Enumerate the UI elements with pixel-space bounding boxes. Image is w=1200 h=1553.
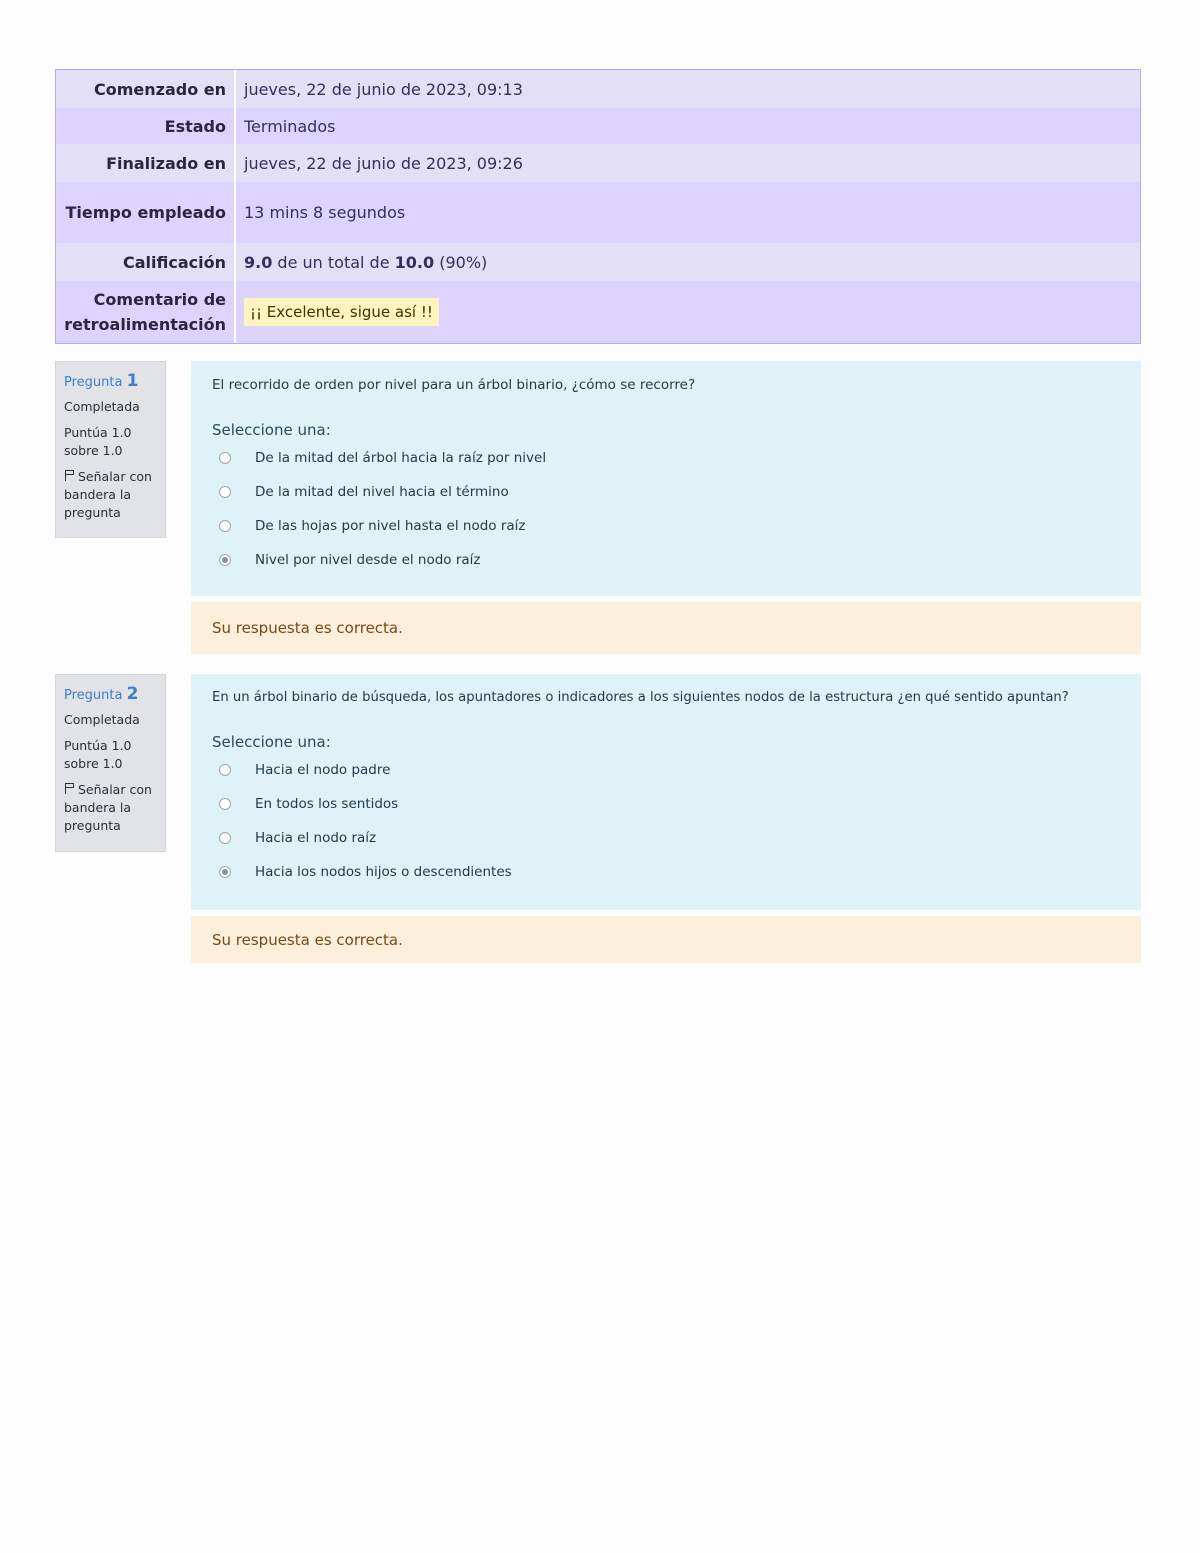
flag-icon bbox=[64, 783, 74, 794]
summary-value bbox=[236, 281, 1140, 343]
answer-option[interactable] bbox=[212, 787, 1120, 821]
question-label: Pregunta bbox=[64, 375, 123, 390]
answer-option[interactable] bbox=[212, 753, 1120, 787]
summary-row-grade bbox=[56, 243, 1140, 281]
question-outcome-1: Su respuesta es correcta. bbox=[191, 602, 1141, 654]
option-label: Hacia los nodos hijos o descendientes bbox=[255, 864, 512, 880]
answer-option[interactable] bbox=[212, 543, 1120, 577]
grade-score: 9.0 bbox=[244, 252, 273, 272]
option-label: De las hojas por nivel hasta el nodo raíz bbox=[255, 518, 526, 534]
summary-row-started bbox=[56, 70, 1140, 108]
summary-value: 13 mins 8 segundos bbox=[236, 182, 1140, 243]
summary-value bbox=[236, 243, 1140, 281]
summary-value: Terminados bbox=[236, 108, 1140, 144]
option-label: Nivel por nivel desde el nodo raíz bbox=[255, 552, 481, 568]
attempt-summary-table bbox=[55, 69, 1141, 344]
question-number-value: 1 bbox=[126, 371, 139, 391]
answer-prompt: Seleccione una: bbox=[212, 733, 331, 751]
question-state: Completada bbox=[64, 399, 140, 414]
summary-row-state bbox=[56, 108, 1140, 144]
summary-label: Calificación bbox=[56, 243, 236, 281]
question-label: Pregunta bbox=[64, 688, 123, 703]
summary-value: jueves, 22 de junio de 2023, 09:26 bbox=[236, 144, 1140, 182]
flag-label: Señalar con bandera la pregunta bbox=[64, 782, 152, 833]
flag-question-link[interactable] bbox=[64, 468, 157, 522]
summary-label: Finalizado en bbox=[56, 144, 236, 182]
answer-prompt: Seleccione una: bbox=[212, 421, 331, 439]
question-content-2 bbox=[191, 674, 1141, 910]
radio-button[interactable] bbox=[219, 764, 231, 776]
grade-percent: (90%) bbox=[434, 252, 488, 272]
question-grade: Puntúa 1.0 sobre 1.0 bbox=[64, 425, 132, 458]
option-label: Hacia el nodo raíz bbox=[255, 830, 377, 846]
answer-options bbox=[212, 441, 1120, 577]
summary-row-time-taken bbox=[56, 182, 1140, 243]
option-label: De la mitad del nivel hacia el término bbox=[255, 484, 509, 500]
question-state: Completada bbox=[64, 712, 140, 727]
question-text: En un árbol binario de búsqueda, los apuntadores o indicadores a los siguientes nodos de la estructura ¿en qué sentido apuntan? bbox=[212, 690, 1069, 705]
radio-button-selected[interactable] bbox=[219, 866, 231, 878]
summary-row-finished bbox=[56, 144, 1140, 182]
summary-label: Comenzado en bbox=[56, 70, 236, 108]
feedback-badge: ¡¡ Excelente, sigue así !! bbox=[244, 298, 439, 326]
radio-button-selected[interactable] bbox=[219, 554, 231, 566]
radio-button[interactable] bbox=[219, 520, 231, 532]
question-text: El recorrido de orden por nivel para un árbol binario, ¿cómo se recorre? bbox=[212, 377, 696, 393]
radio-button[interactable] bbox=[219, 798, 231, 810]
summary-label: Comentario de retroalimentación bbox=[56, 281, 236, 343]
flag-label: Señalar con bandera la pregunta bbox=[64, 469, 152, 520]
answer-option[interactable] bbox=[212, 475, 1120, 509]
question-grade: Puntúa 1.0 sobre 1.0 bbox=[64, 738, 132, 771]
radio-button[interactable] bbox=[219, 452, 231, 464]
question-info-1 bbox=[55, 361, 166, 538]
answer-option[interactable] bbox=[212, 821, 1120, 855]
question-outcome-2: Su respuesta es correcta. bbox=[191, 916, 1141, 963]
flag-question-link[interactable] bbox=[64, 781, 157, 835]
flag-icon bbox=[64, 470, 74, 481]
answer-option[interactable] bbox=[212, 441, 1120, 475]
question-info-2 bbox=[55, 674, 166, 852]
answer-option[interactable] bbox=[212, 509, 1120, 543]
question-number bbox=[64, 685, 157, 705]
question-number bbox=[64, 372, 157, 392]
summary-label: Estado bbox=[56, 108, 236, 144]
radio-button[interactable] bbox=[219, 832, 231, 844]
answer-options bbox=[212, 753, 1120, 889]
question-number-value: 2 bbox=[126, 684, 139, 704]
option-label: De la mitad del árbol hacia la raíz por nivel bbox=[255, 450, 547, 466]
option-label: Hacia el nodo padre bbox=[255, 762, 391, 778]
summary-label: Tiempo empleado bbox=[56, 182, 236, 243]
grade-max: 10.0 bbox=[394, 252, 435, 272]
option-label: En todos los sentidos bbox=[255, 796, 399, 812]
answer-option[interactable] bbox=[212, 855, 1120, 889]
grade-text: de un total de bbox=[272, 252, 395, 272]
summary-value: jueves, 22 de junio de 2023, 09:13 bbox=[236, 70, 1140, 108]
summary-row-feedback bbox=[56, 281, 1140, 343]
radio-button[interactable] bbox=[219, 486, 231, 498]
question-content-1 bbox=[191, 361, 1141, 596]
